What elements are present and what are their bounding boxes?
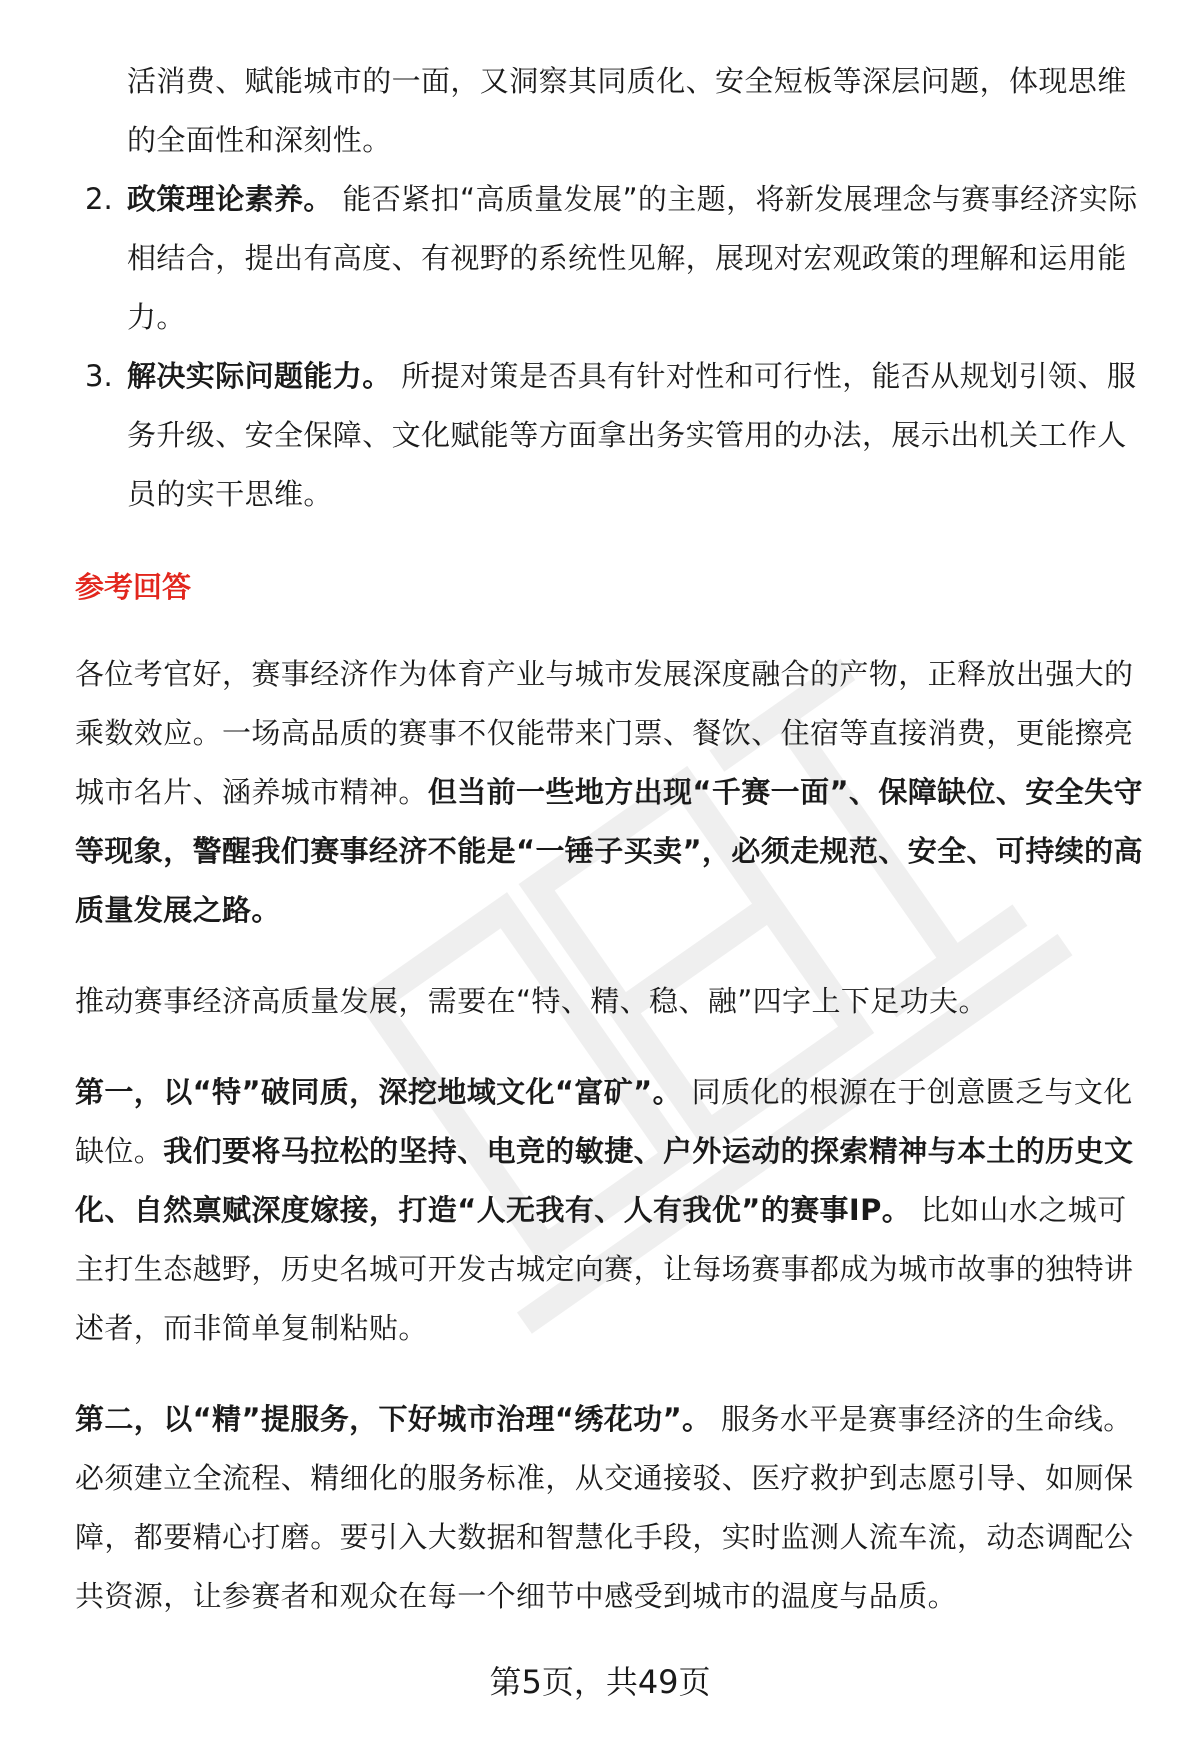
- answer-paragraph-3: [75, 1063, 1155, 1358]
- paragraph-heading: 第一，以“特”破同质，深挖地域文化“富矿”。: [75, 1075, 683, 1109]
- page-number: 第5页，共49页: [489, 1663, 711, 1701]
- intro-continuation: 活消费、赋能城市的一面，又洞察其同质化、安全短板等深层问题，体现思维的全面性和深刻性。: [127, 64, 1127, 157]
- list-item-title: 政策理论素养。: [127, 182, 333, 216]
- paragraph-text: 服务水平是赛事经济的生命线。必须建立全流程、精细化的服务标准，从交通接驳、医疗救护到志愿引导、如厕保障，都要精心打磨。要引入大数据和智慧化手段，实时监测人流车流，动态调配公共资源，让参赛者和观众在每一个细节中感受到城市的温度与品质。: [75, 1402, 1134, 1613]
- list-item-text: 所提对策是否具有针对性和可行性，能否从规划引领、服务升级、安全保障、文化赋能等方面拿出务实管用的办法，展示出机关工作人员的实干思维。: [127, 359, 1137, 511]
- reference-answer-heading: 参考回答: [75, 570, 192, 604]
- paragraph-emphasis: 但当前一些地方出现“千赛一面”、保障缺位、安全失守等现象，警醒我们赛事经济不能是“一锤子买卖”，必须走规范、安全、可持续的高质量发展之路。: [75, 775, 1143, 927]
- paragraph-text: 同质化的根源在于创意匮乏与文化缺位。: [75, 1075, 1133, 1168]
- list-number: 3.: [85, 359, 113, 393]
- paragraph-emphasis: 我们要将马拉松的坚持、电竞的敏捷、户外运动的探索精神与本土的历史文化、自然禀赋深度嫁接，打造“人无我有、人有我优”的赛事IP。: [75, 1134, 1134, 1227]
- list-item-3: [75, 347, 1155, 524]
- list-item-text: 能否紧扣“高质量发展”的主题，将新发展理念与赛事经济实际相结合，提出有高度、有视野的系统性见解，展现对宏观政策的理解和运用能力。: [127, 182, 1138, 334]
- list-item-2: [75, 170, 1155, 347]
- list-number: 2.: [85, 182, 113, 216]
- paragraph-text: 比如山水之城可主打生态越野，历史名城可开发古城定向赛，让每场赛事都成为城市故事的独特讲述者，而非简单复制粘贴。: [75, 1193, 1134, 1345]
- document-body: [75, 52, 1155, 1626]
- answer-paragraph-2: 推动赛事经济高质量发展，需要在“特、精、稳、融”四字上下足功夫。: [75, 984, 988, 1018]
- paragraph-heading: 第二，以“精”提服务，下好城市治理“绣花功”。: [75, 1402, 712, 1436]
- paragraph-text: 各位考官好，赛事经济作为体育产业与城市发展深度融合的产物，正释放出强大的乘数效应。一场高品质的赛事不仅能带来门票、餐饮、住宿等直接消费，更能擦亮城市名片、涵养城市精神。: [75, 657, 1134, 809]
- answer-paragraph-4: [75, 1390, 1155, 1626]
- list-item-title: 解决实际问题能力。: [127, 359, 392, 393]
- answer-paragraph-1: [75, 645, 1155, 940]
